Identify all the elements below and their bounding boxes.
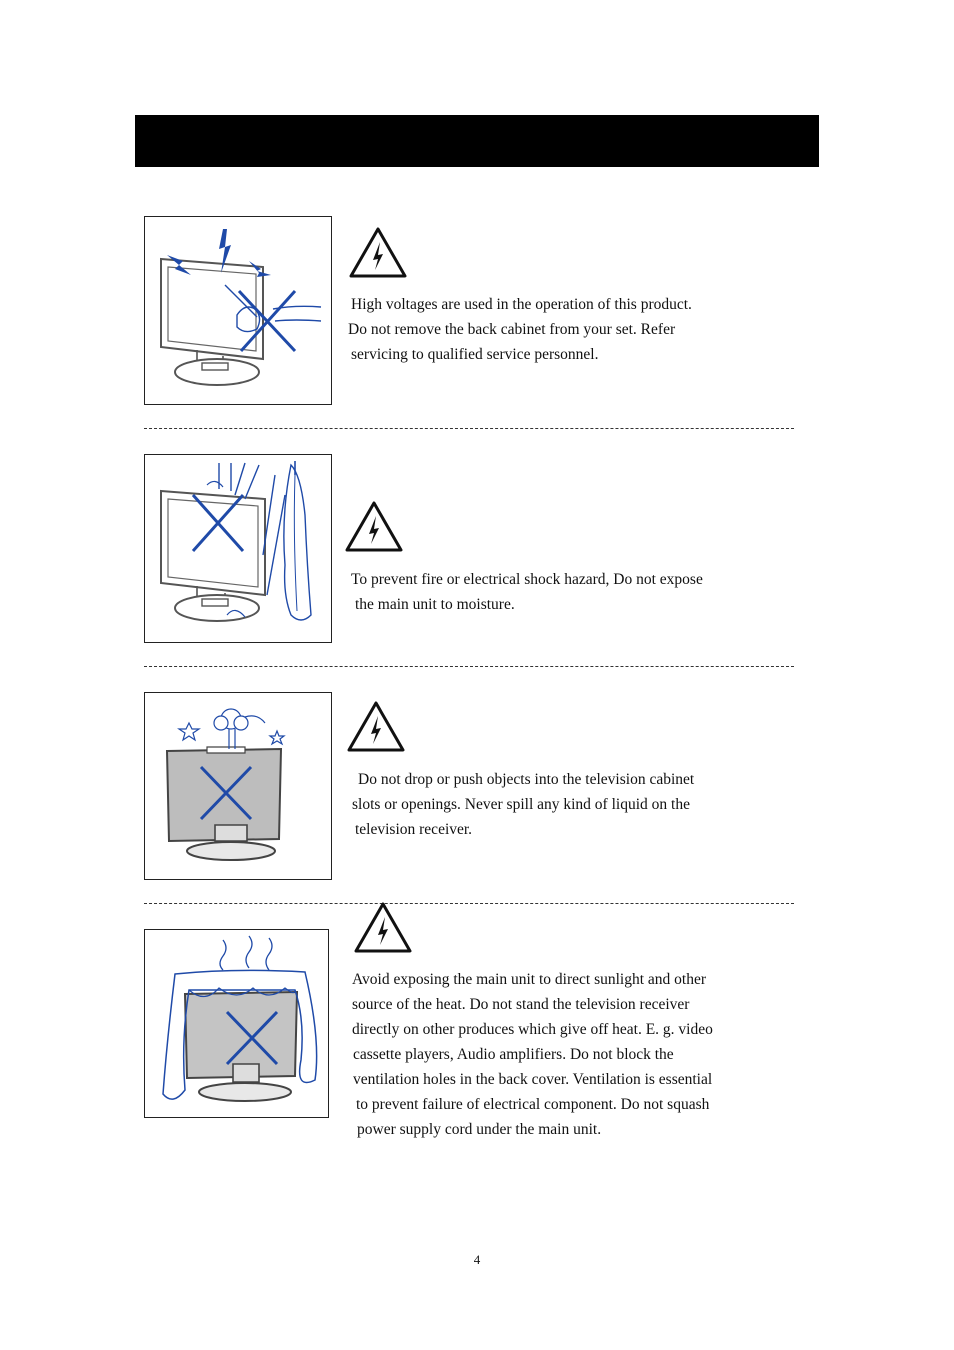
tv-heat-covered-prohibited-illustration (144, 929, 329, 1118)
page-number: 4 (473, 1252, 481, 1267)
electric-hazard-triangle-icon (346, 700, 406, 754)
warning-text-line: the main unit to moisture. (355, 596, 515, 613)
section-divider (144, 903, 794, 904)
warning-text-line: power supply cord under the main unit. (357, 1121, 602, 1138)
warning-text-line: To prevent fire or electrical shock hazard, Do not expose (351, 571, 703, 588)
warning-text-line: source of the heat. Do not stand the television receiver (352, 996, 690, 1013)
tv-objects-liquid-prohibited-illustration (144, 692, 332, 880)
warning-text-line: to prevent failure of electrical component. Do not squash (356, 1096, 710, 1113)
warning-text-line: ventilation holes in the back cover. Ventilation is essential (353, 1071, 713, 1088)
warning-text-line: television receiver. (355, 821, 473, 838)
section-header-bar (135, 115, 819, 167)
warning-text-line: cassette players, Audio amplifiers. Do not block the (353, 1046, 674, 1063)
electric-hazard-triangle-icon (344, 500, 404, 554)
section-divider (144, 666, 794, 667)
electric-hazard-triangle-icon (353, 901, 413, 955)
warning-text-line: Do not drop or push objects into the television cabinet (358, 771, 695, 788)
tv-high-voltage-prohibited-illustration (144, 216, 332, 405)
warning-text-line: Do not remove the back cabinet from your set. Refer (348, 321, 676, 338)
warning-text-line: slots or openings. Never spill any kind of liquid on the (352, 796, 690, 813)
tv-moisture-prohibited-illustration (144, 454, 332, 643)
warning-text-line: directly on other produces which give off heat. E. g. video (352, 1021, 713, 1038)
warning-text-line: Avoid exposing the main unit to direct sunlight and other (352, 971, 707, 988)
warning-text-line: High voltages are used in the operation of this product. (351, 296, 692, 313)
warning-text-line: servicing to qualified service personnel. (351, 346, 599, 363)
electric-hazard-triangle-icon (348, 226, 408, 280)
section-divider (144, 428, 794, 429)
